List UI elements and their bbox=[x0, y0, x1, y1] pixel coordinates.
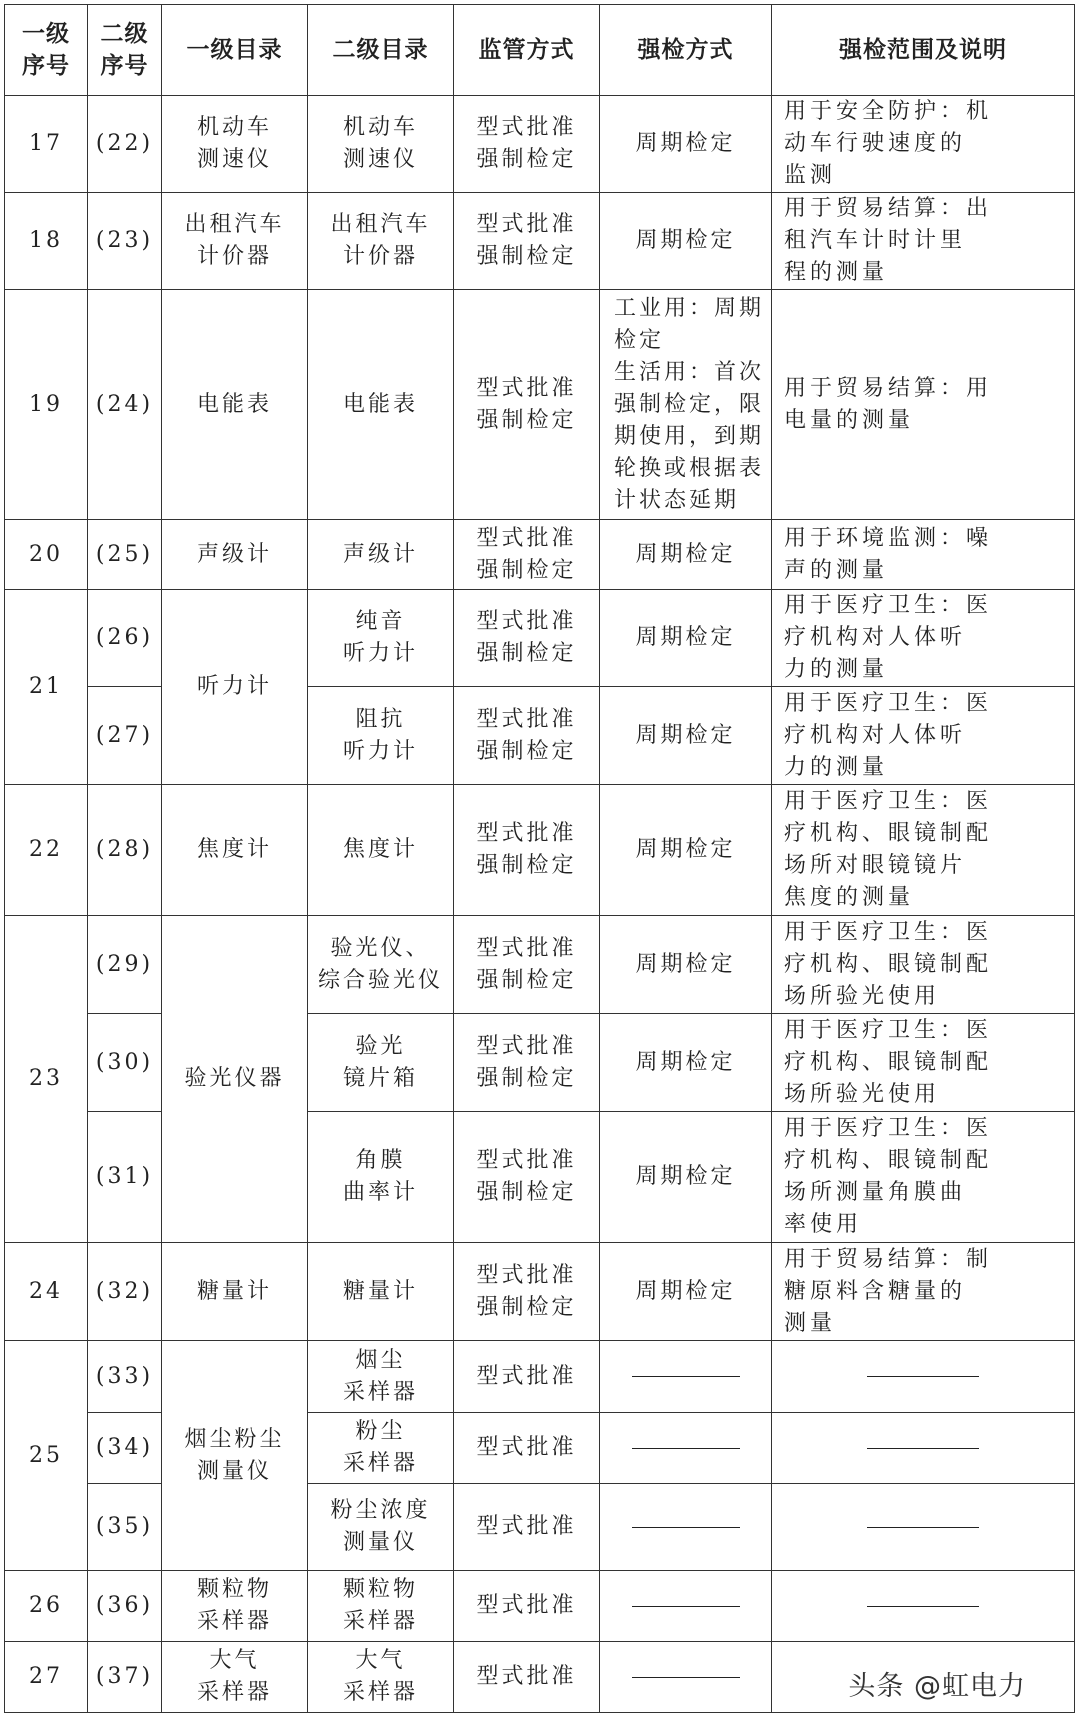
level2-no: (30) bbox=[88, 1014, 162, 1112]
scope-description: 用于贸易结算：用 电量的测量 bbox=[772, 290, 1075, 520]
supervision: 型式批准 强制检定 bbox=[454, 1014, 600, 1112]
level1-catalog: 颗粒物 采样器 bbox=[162, 1571, 308, 1642]
level2-no: (29) bbox=[88, 916, 162, 1014]
inspection-method: 周期检定 bbox=[600, 590, 772, 687]
supervision: 型式批准 强制检定 bbox=[454, 520, 600, 590]
scope-description-dash bbox=[772, 1484, 1075, 1571]
scope-description-dash bbox=[772, 1571, 1075, 1642]
level2-catalog: 粉尘浓度 测量仪 bbox=[308, 1484, 454, 1571]
level2-catalog: 糖量计 bbox=[308, 1243, 454, 1341]
scope-description: 用于医疗卫生：医 疗机构对人体听 力的测量 bbox=[772, 590, 1075, 687]
level1-catalog: 出租汽车 计价器 bbox=[162, 193, 308, 290]
supervision: 型式批准 强制检定 bbox=[454, 590, 600, 687]
table-row bbox=[5, 785, 1075, 916]
inspection-method: 周期检定 bbox=[600, 1112, 772, 1243]
level2-catalog: 电能表 bbox=[308, 290, 454, 520]
level2-no: (27) bbox=[88, 687, 162, 785]
level2-catalog: 颗粒物 采样器 bbox=[308, 1571, 454, 1642]
level1-no: 23 bbox=[5, 916, 88, 1243]
level2-no: (22) bbox=[88, 96, 162, 193]
level1-no: 25 bbox=[5, 1341, 88, 1571]
level1-no: 22 bbox=[5, 785, 88, 916]
level2-no: (34) bbox=[88, 1413, 162, 1484]
level2-no: (35) bbox=[88, 1484, 162, 1571]
level2-catalog: 大气 采样器 bbox=[308, 1642, 454, 1713]
level1-catalog: 机动车 测速仪 bbox=[162, 96, 308, 193]
dash-line bbox=[632, 1448, 740, 1449]
scope-description: 用于医疗卫生：医 疗机构、眼镜制配 场所测量角膜曲 率使用 bbox=[772, 1112, 1075, 1243]
inspection-method-dash bbox=[600, 1571, 772, 1642]
scope-description: 用于医疗卫生：医 疗机构、眼镜制配 场所对眼镜镜片 焦度的测量 bbox=[772, 785, 1075, 916]
inspection-method: 工业用：周期 检定 生活用：首次 强制检定，限 期使用，到期 轮换或根据表 计状态延期 bbox=[600, 290, 772, 520]
scope-description: 用于贸易结算：制 糖原料含糖量的 测量 bbox=[772, 1243, 1075, 1341]
inspection-method: 周期检定 bbox=[600, 916, 772, 1014]
level1-catalog: 焦度计 bbox=[162, 785, 308, 916]
level1-catalog: 烟尘粉尘 测量仪 bbox=[162, 1341, 308, 1571]
header-cell-inspection-method: 强检方式 bbox=[600, 5, 772, 96]
level2-catalog: 纯音 听力计 bbox=[308, 590, 454, 687]
level1-no: 21 bbox=[5, 590, 88, 785]
dash-line bbox=[867, 1376, 979, 1377]
table-row bbox=[5, 520, 1075, 590]
level2-no: (28) bbox=[88, 785, 162, 916]
dash-line bbox=[632, 1606, 740, 1607]
inspection-method: 周期检定 bbox=[600, 687, 772, 785]
regulation-table bbox=[4, 4, 1075, 1713]
supervision: 型式批准 强制检定 bbox=[454, 916, 600, 1014]
level2-no: (26) bbox=[88, 590, 162, 687]
level2-no: (32) bbox=[88, 1243, 162, 1341]
table-row bbox=[5, 290, 1075, 520]
table-row bbox=[5, 1341, 1075, 1413]
level1-no: 18 bbox=[5, 193, 88, 290]
scope-description: 用于环境监测：噪 声的测量 bbox=[772, 520, 1075, 590]
table-row bbox=[5, 590, 1075, 687]
supervision: 型式批准 bbox=[454, 1484, 600, 1571]
level1-no: 24 bbox=[5, 1243, 88, 1341]
inspection-method-dash bbox=[600, 1484, 772, 1571]
level2-no: (37) bbox=[88, 1642, 162, 1713]
scope-description-dash bbox=[772, 1413, 1075, 1484]
level2-catalog: 焦度计 bbox=[308, 785, 454, 916]
supervision: 型式批准 强制检定 bbox=[454, 1243, 600, 1341]
dash-line bbox=[632, 1376, 740, 1377]
watermark: 头条 @虹电力 bbox=[848, 1671, 1026, 1702]
supervision: 型式批准 强制检定 bbox=[454, 1112, 600, 1243]
level1-catalog: 大气 采样器 bbox=[162, 1642, 308, 1713]
scope-description: 用于医疗卫生：医 疗机构、眼镜制配 场所验光使用 bbox=[772, 916, 1075, 1014]
scope-description: 用于医疗卫生：医 疗机构对人体听 力的测量 bbox=[772, 687, 1075, 785]
header-row bbox=[5, 5, 1075, 96]
level2-no: (25) bbox=[88, 520, 162, 590]
level2-catalog: 验光仪、 综合验光仪 bbox=[308, 916, 454, 1014]
table-row bbox=[5, 916, 1075, 1014]
scope-description-dash bbox=[772, 1341, 1075, 1413]
header-cell-supervision: 监管方式 bbox=[454, 5, 600, 96]
inspection-method-dash bbox=[600, 1341, 772, 1413]
inspection-method: 周期检定 bbox=[600, 520, 772, 590]
scope-description: 用于贸易结算：出 租汽车计时计里 程的测量 bbox=[772, 193, 1075, 290]
supervision: 型式批准 bbox=[454, 1642, 600, 1713]
level2-catalog: 验光 镜片箱 bbox=[308, 1014, 454, 1112]
level2-no: (31) bbox=[88, 1112, 162, 1243]
dash-line bbox=[867, 1606, 979, 1607]
inspection-method-dash bbox=[600, 1642, 772, 1713]
scope-description: 用于安全防护：机 动车行驶速度的 监测 bbox=[772, 96, 1075, 193]
level2-no: (24) bbox=[88, 290, 162, 520]
inspection-method: 周期检定 bbox=[600, 1243, 772, 1341]
scope-description: 用于医疗卫生：医 疗机构、眼镜制配 场所验光使用 bbox=[772, 1014, 1075, 1112]
table-row bbox=[5, 1243, 1075, 1341]
level1-no: 19 bbox=[5, 290, 88, 520]
dash-line bbox=[632, 1527, 740, 1528]
supervision: 型式批准 强制检定 bbox=[454, 785, 600, 916]
level1-catalog: 验光仪器 bbox=[162, 916, 308, 1243]
inspection-method: 周期检定 bbox=[600, 193, 772, 290]
table-row bbox=[5, 193, 1075, 290]
level2-catalog: 机动车 测速仪 bbox=[308, 96, 454, 193]
table-row bbox=[5, 96, 1075, 193]
level1-no: 20 bbox=[5, 520, 88, 590]
level1-no: 17 bbox=[5, 96, 88, 193]
level1-catalog: 声级计 bbox=[162, 520, 308, 590]
supervision: 型式批准 强制检定 bbox=[454, 687, 600, 785]
inspection-method: 周期检定 bbox=[600, 96, 772, 193]
supervision: 型式批准 bbox=[454, 1413, 600, 1484]
level2-catalog: 粉尘 采样器 bbox=[308, 1413, 454, 1484]
header-cell-level1-no: 一级 序号 bbox=[5, 5, 88, 96]
header-cell-scope: 强检范围及说明 bbox=[772, 5, 1075, 96]
inspection-method: 周期检定 bbox=[600, 785, 772, 916]
supervision: 型式批准 强制检定 bbox=[454, 193, 600, 290]
header-cell-level2-no: 二级 序号 bbox=[88, 5, 162, 96]
level1-no: 27 bbox=[5, 1642, 88, 1713]
inspection-method-dash bbox=[600, 1413, 772, 1484]
supervision: 型式批准 强制检定 bbox=[454, 290, 600, 520]
supervision: 型式批准 强制检定 bbox=[454, 96, 600, 193]
header-cell-level2-catalog: 二级目录 bbox=[308, 5, 454, 96]
level2-catalog: 出租汽车 计价器 bbox=[308, 193, 454, 290]
dash-line bbox=[632, 1677, 740, 1678]
header-cell-level1-catalog: 一级目录 bbox=[162, 5, 308, 96]
supervision: 型式批准 bbox=[454, 1341, 600, 1413]
level1-catalog: 糖量计 bbox=[162, 1243, 308, 1341]
level1-catalog: 听力计 bbox=[162, 590, 308, 785]
inspection-method: 周期检定 bbox=[600, 1014, 772, 1112]
level2-no: (36) bbox=[88, 1571, 162, 1642]
level1-no: 26 bbox=[5, 1571, 88, 1642]
table-row bbox=[5, 1571, 1075, 1642]
dash-line bbox=[867, 1527, 979, 1528]
level2-catalog: 烟尘 采样器 bbox=[308, 1341, 454, 1413]
dash-line bbox=[867, 1448, 979, 1449]
level2-catalog: 阻抗 听力计 bbox=[308, 687, 454, 785]
level2-no: (33) bbox=[88, 1341, 162, 1413]
supervision: 型式批准 bbox=[454, 1571, 600, 1642]
level2-catalog: 声级计 bbox=[308, 520, 454, 590]
level1-catalog: 电能表 bbox=[162, 290, 308, 520]
level2-catalog: 角膜 曲率计 bbox=[308, 1112, 454, 1243]
level2-no: (23) bbox=[88, 193, 162, 290]
